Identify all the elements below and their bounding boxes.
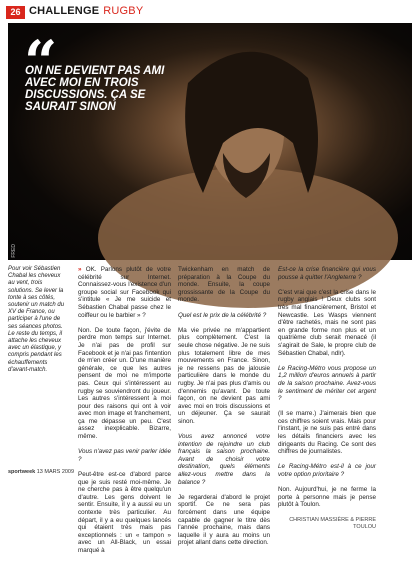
question: Le Racing-Métro vous propose un 1,2 million d'euros annuels à partir de la saison prochaine. Avez-vous le sentiment de mériter cet argent ? xyxy=(278,364,376,403)
paragraph: C'est vrai que c'est la crise dans le rugby anglais ! Deux clubs sont très mal financièrement, Bristol et Newcastle. Les Wasps viennent d'être rachetés, mais ne sont pas en grande forme non plus et un quatrième club serait menacé (il s'agirait de Sale, le propre club de Sébastien Chabal, ndlr). xyxy=(278,288,376,357)
paragraph: (Il se marre.) J'aimerais bien que ces chiffres soient vrais. Mais pour l'instant, je ne suis pas entré dans les détails financiers avec les dirigeants du Racing. Ce sont des chiffres de journalistes. xyxy=(278,410,376,456)
question: Le Racing-Métro est-il à ce jour votre option prioritaire ? xyxy=(278,463,376,479)
rubric-title: CHALLENGE xyxy=(29,5,100,17)
question: Est-ce la crise financière qui vous pousse à quitter l'Angleterre ? xyxy=(278,266,376,281)
quote-mark-icon: “ xyxy=(24,28,58,96)
article-column-2 xyxy=(178,266,270,555)
pull-quote: ON NE DEVIENT PAS AMI AVEC MOI EN TROIS DISCUSSIONS. ÇA SE SAURAIT SINON xyxy=(25,65,165,113)
paragraph: OK. Parlons plutôt de votre célébrité sur Internet. Connaissez-vous l'existence d'un groupe social sur Facebook qui s'intitule « Je me suicide et Sébastien Chabal passe chez le coiffeur ou le barbier » ? xyxy=(78,266,171,319)
portrait-figure xyxy=(8,23,412,260)
footer-date: 13 MARS 2009 xyxy=(36,469,75,475)
page-footer xyxy=(8,469,74,475)
paragraph: Je regarderai d'abord le projet sportif. Ce ne sera pas forcément dans une équipe capable de gagner le titre dès l'année prochaine, mais dans laquelle il y aura au moins un projet allant dans cette direction. xyxy=(178,493,270,547)
question: Vous n'avez pas venir parler idée ? xyxy=(78,448,171,463)
paragraph: Non. Aujourd'hui, je ne ferme la porte à personne mais je pense plutôt à Toulon. xyxy=(278,486,376,509)
section-rubric xyxy=(29,5,143,17)
portrait-photo xyxy=(8,23,412,260)
article-column-3 xyxy=(278,266,376,539)
page-number: 26 xyxy=(6,6,25,19)
page-header xyxy=(0,0,417,22)
rubric-subtitle: RUGBY xyxy=(103,5,144,17)
bullet-icon: » xyxy=(78,266,86,273)
question: Vous avez annoncé votre intention de rejoindre un club français la saison prochaine. Avant de choisir votre destination, quels éléments allez-vous mettre dans la balance ? xyxy=(178,433,270,486)
footer-brand: sportweek xyxy=(8,469,36,475)
photo-caption: Pour voir Sébastien Chabal les cheveux au vent, trois solutions. Se lever la tonte à ses côtés, soutenir un match du XV de France, ou participer à l'une de ses séances photos. Le reste du temps, il attache les cheveux avec un élastique, y compris pendant les échauffements d'avant-match. xyxy=(8,266,65,373)
photo-credit: FRED xyxy=(11,244,17,258)
paragraph: Non. De toute façon, j'évite de perdre mon temps sur Internet. Je n'ai pas de profil sur Facebook et je n'ai pas l'intention de m'en créer un. D'une manière générale, ce que les autres pensent de moi ne m'importe pas. Ceux qui s'intéressent au rugby se souviendront du joueur. Les autres s'intéressent à moi pour des raisons qui ont à voir avec mon image et franchement, ça me dépasse un peu. C'est assez inexplicable. Bizarre, même. xyxy=(78,326,171,441)
paragraph: Twickenham en match de préparation à la Coupe du monde. Ensuite, la coupe grossissante de la Coupe du monde. xyxy=(178,266,270,304)
article-column-1 xyxy=(78,266,171,562)
author-signature: CHRISTIAN MASSIÈRE & PIERRE TOULOU xyxy=(289,516,376,531)
paragraph: Ma vie privée ne m'appartient plus complètement. C'est la seule chose négative. Je ne suis plus totalement libre de mes mouvements en France. Sinon, je ne ressens pas de jalousie particulière dans le monde du rugby. Je n'ai pas plus d'amis ou d'ennemis qu'avant. De toute façon, on ne devient pas ami avec moi en trois discussions et un déjeuner. Ça se saurait sinon. xyxy=(178,326,270,425)
question: Quel est le prix de la célébrité ? xyxy=(178,311,267,319)
paragraph: Peut-être est-ce d'abord parce que je suis resté moi-même. Je ne cherche pas à être quelqu'un d'autre. Les gens doivent le sentir. Ensuite, il y a aussi eu un contexte très particulier. Au départ, il y a eu quelques lancés qui étaient très mais pas exceptionnels : un « tampon » avec un All-Black, un essai marqué à xyxy=(78,471,171,554)
